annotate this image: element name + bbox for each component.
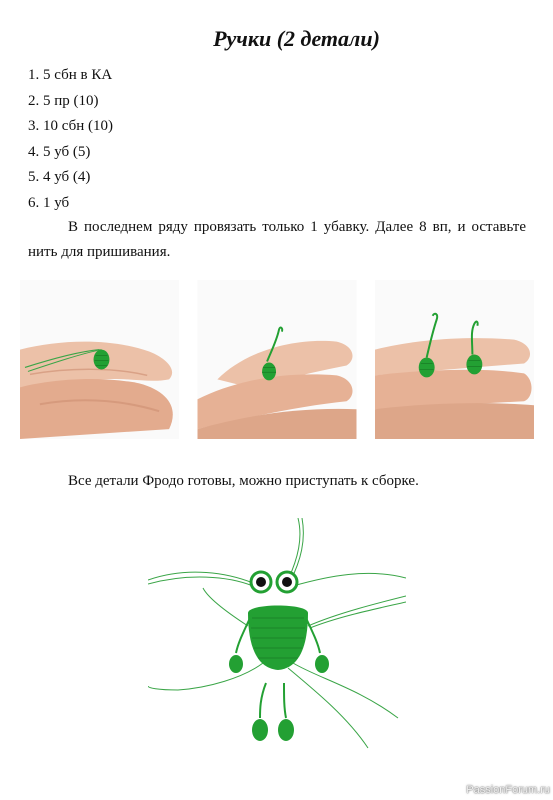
page-title: Ручки (2 детали) [213, 26, 380, 51]
pattern-step: 6. 1 уб [28, 194, 70, 211]
photo-illustration [148, 518, 406, 776]
pattern-step: 3. 10 сбн (10) [28, 118, 113, 135]
photo-illustration [375, 280, 534, 439]
photo-illustration [20, 280, 179, 439]
pattern-steps [28, 63, 113, 217]
pattern-step: 1. 5 сбн в КА [28, 67, 113, 83]
pattern-step: 5. 4 уб (4) [28, 169, 91, 186]
photo-hand-with-arm-piece-2 [197, 280, 357, 439]
instruction-paragraph: В последнем ряду провязать только 1 убавку. Далее 8 вп, и оставьте нить для пришивания. [28, 219, 526, 260]
caption-paragraph: Все детали Фродо готовы, можно приступать к сборке. [68, 473, 419, 489]
pattern-step: 4. 5 уб (5) [28, 143, 91, 160]
photo-hand-with-two-arm-pieces [375, 280, 534, 439]
photo-frodo-parts [148, 518, 406, 776]
watermark: PassionForum.ru [466, 784, 550, 796]
photo-hand-with-arm-piece-1 [20, 280, 179, 439]
pattern-step: 2. 5 пр (10) [28, 92, 99, 109]
photo-illustration [197, 280, 357, 439]
